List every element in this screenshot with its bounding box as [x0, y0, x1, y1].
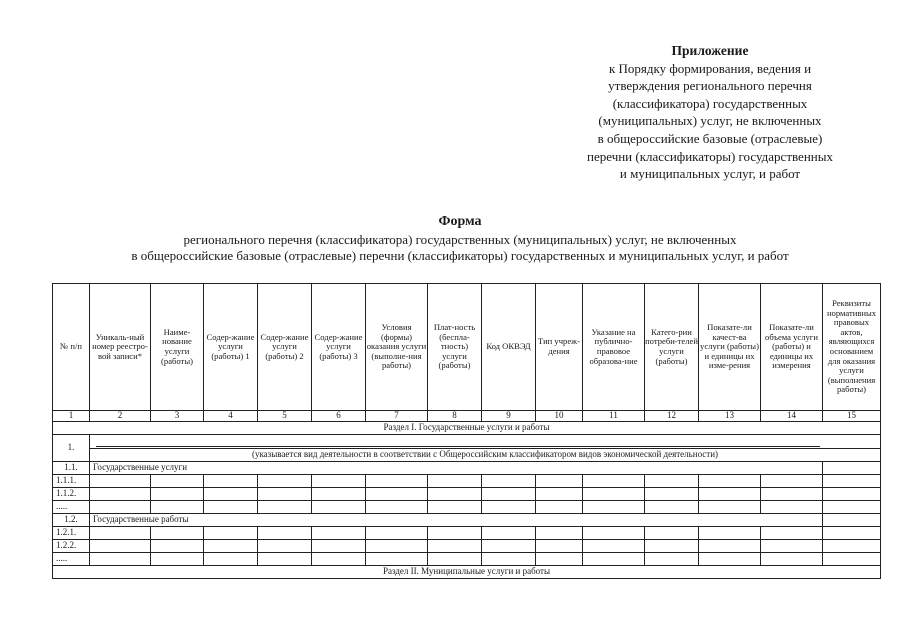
col-number: 8 [428, 411, 482, 422]
empty-cell [366, 540, 428, 553]
empty-cell [428, 488, 482, 501]
col-number: 9 [482, 411, 536, 422]
col-header: Плат-ность (бесплa-тность) услуги (работы) [428, 284, 482, 411]
activity-hint: (указывается вид деятельности в соответствии с Общероссийским классификатором видов экономической деятельности) [90, 449, 881, 462]
empty-cell [583, 475, 645, 488]
empty-cell [536, 527, 583, 540]
appendix-line: утверждения регионального перечня [608, 78, 812, 94]
activity-entry-line [90, 435, 881, 449]
empty-cell [258, 540, 312, 553]
empty-cell [583, 488, 645, 501]
empty-cell [428, 540, 482, 553]
row-label: 1.1. [53, 462, 90, 475]
section-row [53, 422, 881, 435]
row-label: 1.2. [53, 514, 90, 527]
empty-cell [258, 553, 312, 566]
table-row [53, 488, 881, 501]
empty-cell [645, 488, 699, 501]
table-row [53, 449, 881, 462]
empty-cell [366, 488, 428, 501]
row-label: ..... [53, 501, 90, 514]
empty-cell [151, 501, 204, 514]
row-label: 1. [53, 435, 90, 462]
appendix-line: в общероссийские базовые (отраслевые) [597, 130, 823, 146]
col-number: 6 [312, 411, 366, 422]
empty-cell [536, 488, 583, 501]
empty-cell [428, 475, 482, 488]
empty-cell [823, 540, 881, 553]
form-subtitle-line1: регионального перечня (классификатора) государственных (муниципальных) услуг, не включенных [183, 231, 737, 247]
col-header: Катего-рии потреби-телей услуги (работы) [645, 284, 699, 411]
col-header: Содер-жание услуги (работы) 2 [258, 284, 312, 411]
empty-cell [699, 475, 761, 488]
empty-cell [823, 514, 881, 527]
col-header: № п/п [53, 284, 90, 411]
col-header: Показате-ли качест-ва услуги (работы) и единицы их изме-рения [699, 284, 761, 411]
section-1-title: Раздел I. Государственные услуги и работы [53, 422, 881, 435]
section-row [53, 566, 881, 579]
empty-cell [699, 501, 761, 514]
empty-cell [366, 527, 428, 540]
empty-cell [761, 488, 823, 501]
empty-cell [699, 527, 761, 540]
col-number: 15 [823, 411, 881, 422]
empty-cell [482, 501, 536, 514]
empty-cell [761, 501, 823, 514]
col-number: 12 [645, 411, 699, 422]
empty-cell [645, 540, 699, 553]
empty-cell [645, 553, 699, 566]
form-title: Форма [438, 214, 482, 229]
empty-cell [761, 540, 823, 553]
empty-cell [823, 462, 881, 475]
empty-cell [312, 501, 366, 514]
empty-cell [482, 527, 536, 540]
col-header: Код ОКВЭД [482, 284, 536, 411]
empty-cell [258, 501, 312, 514]
empty-cell [823, 501, 881, 514]
empty-cell [482, 488, 536, 501]
table-row [53, 553, 881, 566]
table-row [53, 527, 881, 540]
empty-cell [699, 488, 761, 501]
empty-cell [151, 475, 204, 488]
col-number: 13 [699, 411, 761, 422]
row-label: ..... [53, 553, 90, 566]
col-number: 3 [151, 411, 204, 422]
empty-cell [428, 527, 482, 540]
empty-cell [151, 488, 204, 501]
appendix-line: (муниципальных) услуг, не включенных [598, 113, 822, 129]
empty-cell [312, 540, 366, 553]
section-2-title: Раздел II. Муниципальные услуги и работы [53, 566, 881, 579]
empty-cell [823, 527, 881, 540]
empty-cell [90, 553, 151, 566]
col-header: Содер-жание услуги (работы) 1 [204, 284, 258, 411]
empty-cell [761, 553, 823, 566]
empty-cell [90, 527, 151, 540]
empty-cell [312, 553, 366, 566]
table-row [53, 501, 881, 514]
empty-cell [645, 527, 699, 540]
empty-cell [204, 488, 258, 501]
empty-cell [482, 553, 536, 566]
empty-cell [823, 475, 881, 488]
col-number: 4 [204, 411, 258, 422]
empty-cell [151, 553, 204, 566]
empty-cell [366, 553, 428, 566]
empty-cell [366, 475, 428, 488]
empty-cell [583, 501, 645, 514]
appendix-title: Приложение [671, 43, 749, 58]
empty-cell [90, 475, 151, 488]
header-row [53, 284, 881, 411]
empty-cell [699, 540, 761, 553]
col-number: 5 [258, 411, 312, 422]
empty-cell [761, 527, 823, 540]
empty-cell [90, 488, 151, 501]
col-header: Показате-ли объема услуги (работы) и единицы их измерения [761, 284, 823, 411]
col-number: 10 [536, 411, 583, 422]
table-row [53, 514, 881, 527]
empty-cell [583, 527, 645, 540]
row-label: 1.2.2. [53, 540, 90, 553]
empty-cell [761, 475, 823, 488]
form-subtitle-line2: в общероссийские базовые (отраслевые) перечни (классификаторы) государственных и муниципальных услуг, и работ [131, 248, 789, 263]
empty-cell [204, 540, 258, 553]
table-row [53, 475, 881, 488]
col-header: Наиме-нование услуги (работы) [151, 284, 204, 411]
empty-cell [645, 475, 699, 488]
empty-cell [204, 475, 258, 488]
empty-cell [536, 501, 583, 514]
col-number: 2 [90, 411, 151, 422]
empty-cell [258, 527, 312, 540]
appendix-block [560, 42, 860, 183]
empty-cell [645, 501, 699, 514]
fill-in-line [96, 435, 820, 447]
empty-cell [536, 553, 583, 566]
empty-cell [151, 527, 204, 540]
row-text: Государственные услуги [90, 462, 823, 475]
col-header: Содер-жание услуги (работы) 3 [312, 284, 366, 411]
empty-cell [428, 553, 482, 566]
empty-cell [204, 501, 258, 514]
empty-cell [204, 553, 258, 566]
col-header: Уникаль-ный номер реестро-вой записи* [90, 284, 151, 411]
col-header: Указание на публично-правовое образова-ние [583, 284, 645, 411]
empty-cell [258, 475, 312, 488]
empty-cell [428, 501, 482, 514]
appendix-line: и муниципальных услуг, и работ [619, 166, 801, 182]
empty-cell [258, 488, 312, 501]
appendix-line: (классификатора) государственных [612, 95, 808, 111]
row-label: 1.2.1. [53, 527, 90, 540]
empty-cell [312, 488, 366, 501]
empty-cell [536, 475, 583, 488]
empty-cell [366, 501, 428, 514]
empty-cell [823, 488, 881, 501]
row-label: 1.1.1. [53, 475, 90, 488]
form-heading [40, 214, 880, 265]
empty-cell [482, 475, 536, 488]
column-number-row [53, 411, 881, 422]
empty-cell [204, 527, 258, 540]
empty-cell [312, 527, 366, 540]
empty-cell [699, 553, 761, 566]
empty-cell [151, 540, 204, 553]
empty-cell [90, 501, 151, 514]
table-row [53, 540, 881, 553]
col-header: Реквизиты нормативных правовых актов, являющихся основанием для оказания услуги (выполнения работы) [823, 284, 881, 411]
empty-cell [583, 540, 645, 553]
empty-cell [536, 540, 583, 553]
table-row [53, 435, 881, 449]
row-label: 1.1.2. [53, 488, 90, 501]
col-number: 7 [366, 411, 428, 422]
col-header: Тип учреж-дения [536, 284, 583, 411]
empty-cell [583, 553, 645, 566]
empty-cell [90, 540, 151, 553]
row-text: Государственные работы [90, 514, 823, 527]
appendix-line: к Порядку формирования, ведения и [608, 60, 812, 76]
appendix-line: перечни (классификаторы) государственных [587, 148, 833, 164]
col-number: 11 [583, 411, 645, 422]
col-number: 1 [53, 411, 90, 422]
table-row [53, 462, 881, 475]
col-header: Условия (формы) оказания услуги (выполне-ния работы) [366, 284, 428, 411]
empty-cell [482, 540, 536, 553]
classifier-table [52, 283, 881, 579]
empty-cell [823, 553, 881, 566]
empty-cell [312, 475, 366, 488]
col-number: 14 [761, 411, 823, 422]
